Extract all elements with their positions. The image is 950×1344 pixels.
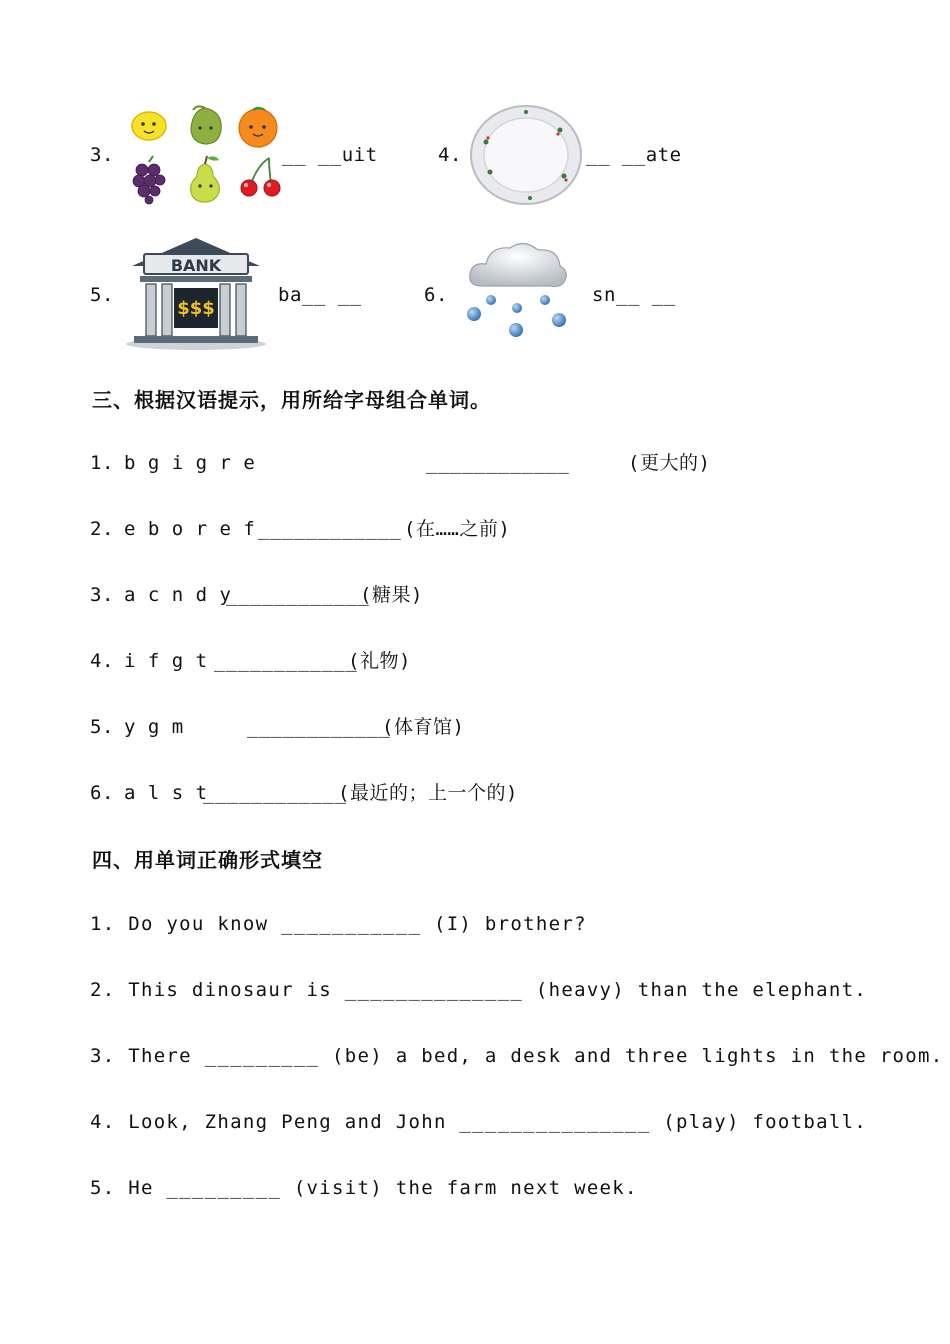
grapes-icon	[133, 156, 165, 204]
answer-blank[interactable]: __ __uit	[282, 144, 378, 166]
chinese-hint: (在……之前)	[404, 518, 511, 540]
item-number: 2.	[90, 518, 114, 540]
item-number: 4.	[438, 144, 462, 166]
item-number: 4.	[90, 650, 114, 672]
item-number: 6.	[90, 782, 114, 804]
item-number: 5.	[90, 716, 114, 738]
fill-in-sentence[interactable]: 1. Do you know ___________ (I) brother?	[90, 913, 587, 935]
fill-in-sentence[interactable]: 4. Look, Zhang Peng and John _______________ (play) football.	[90, 1111, 868, 1133]
letter-group: b g i g r e	[124, 452, 256, 474]
item-number: 3.	[90, 144, 114, 166]
item-number: 5.	[90, 284, 114, 306]
answer-blank[interactable]: ____________	[247, 716, 391, 738]
bank-sign-text: BANK	[170, 256, 222, 275]
pear-icon	[191, 156, 220, 202]
cherries-icon	[241, 158, 280, 196]
fill-in-sentence[interactable]: 3. There _________ (be) a bed, a desk and three lights in the room.	[90, 1045, 944, 1067]
mango-icon	[191, 106, 221, 144]
item-number: 3.	[90, 584, 114, 606]
letter-group: y g m	[124, 716, 184, 738]
chinese-hint: (礼物)	[348, 650, 411, 672]
answer-blank[interactable]: ____________	[203, 782, 347, 804]
chinese-hint: (糖果)	[360, 584, 423, 606]
letter-group: a c n d y	[124, 584, 232, 606]
item-number: 1.	[90, 452, 114, 474]
letter-group: a l s t	[124, 782, 208, 804]
answer-blank[interactable]: ba__ __	[278, 284, 362, 306]
snow-cloud-picture	[462, 236, 574, 342]
chinese-hint: (更大的)	[628, 452, 711, 474]
chinese-hint: (最近的；上一个的)	[338, 782, 518, 804]
orange-icon	[239, 108, 277, 147]
plate-picture	[468, 102, 584, 206]
answer-blank[interactable]: ____________	[426, 452, 570, 474]
answer-blank[interactable]: ____________	[258, 518, 402, 540]
answer-blank[interactable]: sn__ __	[592, 284, 676, 306]
answer-blank[interactable]: ____________	[214, 650, 358, 672]
bank-picture	[124, 236, 268, 352]
letter-group: i f g t	[124, 650, 208, 672]
fruits-picture	[125, 102, 285, 206]
fill-in-sentence[interactable]: 5. He _________ (visit) the farm next week.	[90, 1177, 638, 1199]
answer-blank[interactable]: ____________	[226, 584, 370, 606]
item-number: 6.	[424, 284, 448, 306]
section-title: 三、根据汉语提示，用所给字母组合单词。	[92, 388, 491, 412]
section-title: 四、用单词正确形式填空	[92, 848, 323, 872]
answer-blank[interactable]: __ __ate	[586, 144, 682, 166]
chinese-hint: (体育馆)	[382, 716, 465, 738]
letter-group: e b o r e f	[124, 518, 256, 540]
money-sign-text: $$$	[177, 298, 215, 319]
lemon-icon	[132, 112, 166, 140]
fill-in-sentence[interactable]: 2. This dinosaur is ______________ (heavy) than the elephant.	[90, 979, 868, 1001]
